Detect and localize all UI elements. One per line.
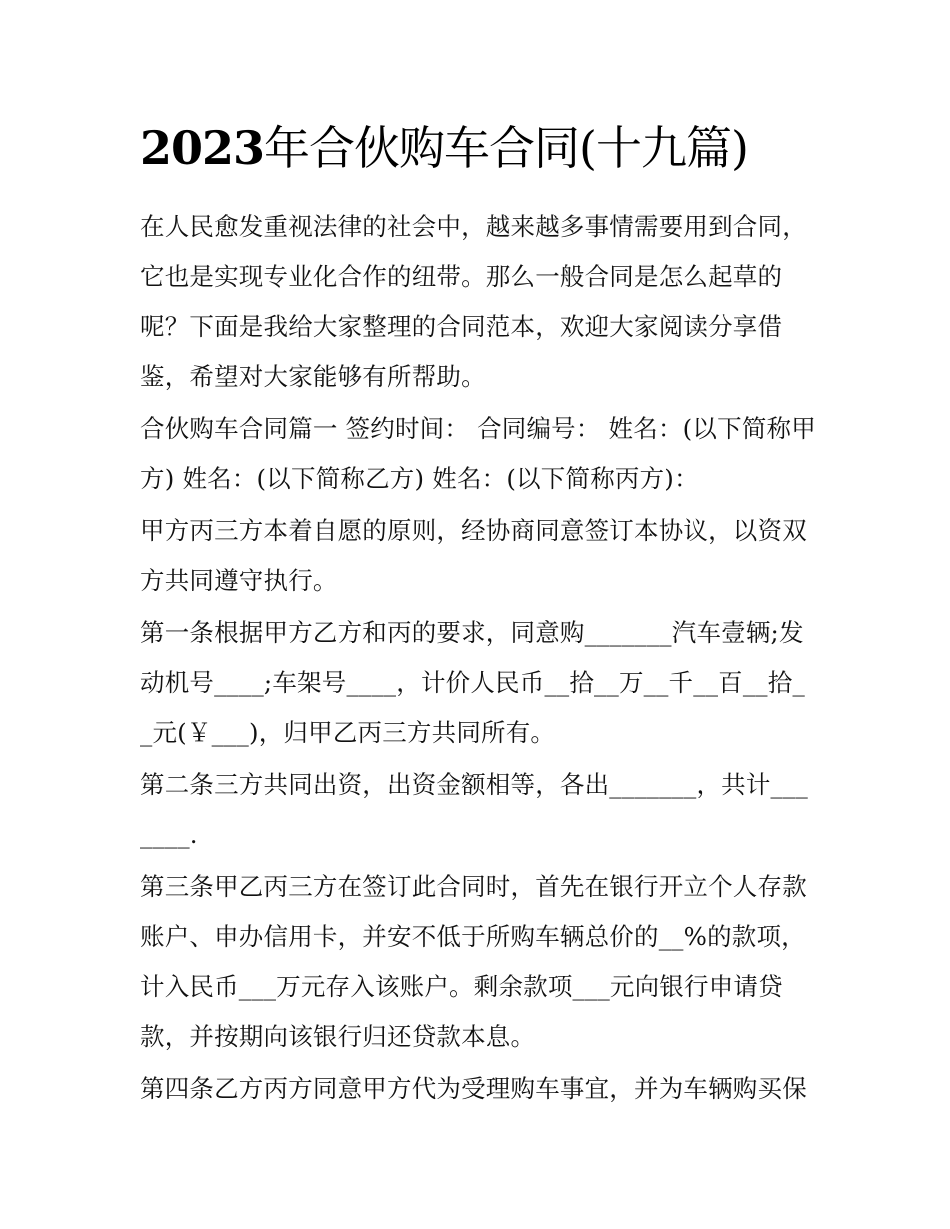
document-title <box>140 112 816 184</box>
title-text: 年合伙购车合同(十九篇) <box>264 121 748 175</box>
article-4-paragraph: 第四条乙方丙方同意甲方代为受理购车事宜，并为车辆购买保 <box>140 1074 807 1103</box>
article-2-paragraph: 第二条三方共同出资，出资金额相等，各出_______，共计_______. <box>140 770 808 849</box>
agreement-paragraph: 甲方丙三方本着自愿的原则，经协商同意签订本协议，以资双方共同遵守执行。 <box>140 516 807 595</box>
contract-header-paragraph: 合伙购车合同篇一 签约时间： 合同编号： 姓名：(以下简称甲方) 姓名：(以下简称乙方) 姓名：(以下简称丙方)： <box>140 414 816 493</box>
intro-paragraph: 在人民愈发重视法律的社会中，越来越多事情需要用到合同，它也是实现专业化合作的纽带。那么一般合同是怎么起草的呢？下面是我给大家整理的合同范本，欢迎大家阅读分享借鉴，希望对大家能够有所帮助。 <box>140 212 807 391</box>
article-3-paragraph: 第三条甲乙丙三方在签订此合同时，首先在银行开立个人存款账户、申办信用卡，并安不低于所购车辆总价的__%的款项，计入民币___万元存入该账户。剩余款项___元向银行申请贷款，并按期向该银行归还贷款本息。 <box>140 872 807 1051</box>
title-year: 2023 <box>140 121 265 175</box>
document-body <box>140 112 816 1116</box>
article-1-paragraph: 第一条根据甲方乙方和丙的要求，同意购_______汽车壹辆;发动机号____;车架号____，计价人民币__拾__万__千__百__拾__元(￥___)，归甲乙丙三方共同所有。 <box>140 618 805 747</box>
